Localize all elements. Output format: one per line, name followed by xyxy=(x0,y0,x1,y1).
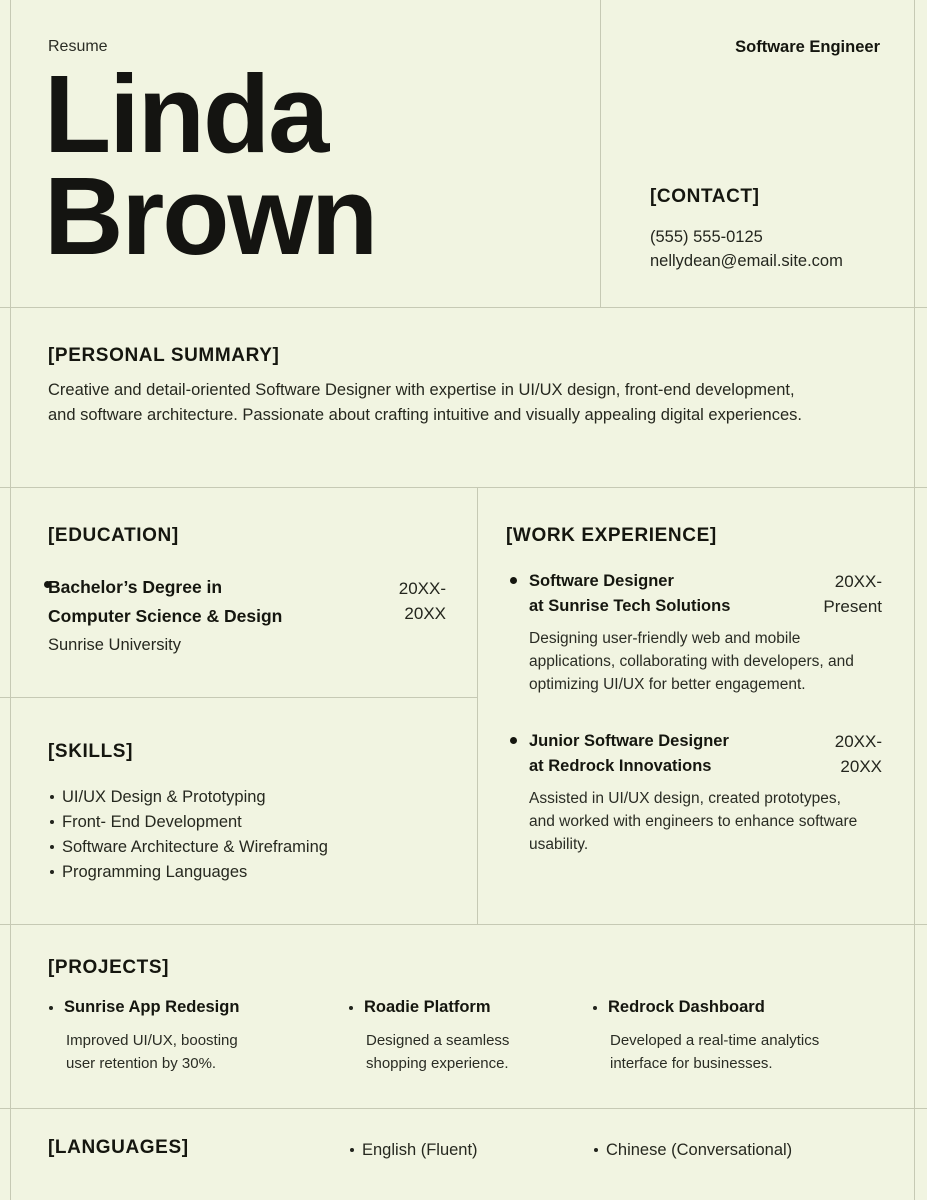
project-description: Improved UI/UX, boosting user retention by 30%. xyxy=(66,1032,238,1072)
job-dates xyxy=(835,729,882,779)
skills-list xyxy=(48,785,328,885)
education-dates-line1: 20XX- xyxy=(398,579,446,598)
project-entry xyxy=(592,997,868,1075)
job-entry xyxy=(506,569,882,696)
summary-text: Creative and detail-oriented Software Designer with expertise in UI/UX design, front-end development, and software architecture. Passionate about crafting intuitive and visually appealing digital experiences. xyxy=(48,381,802,424)
document-type-label: Resume xyxy=(48,38,108,55)
skills-heading: [SKILLS] xyxy=(48,741,134,762)
job-title-line2: at Sunrise Tech Solutions xyxy=(529,597,731,615)
job-entry xyxy=(506,729,882,856)
contact-email: nellydean@email.site.com xyxy=(650,252,843,270)
project-description: Designed a seamless shopping experience. xyxy=(366,1032,510,1072)
projects-bottom-divider xyxy=(0,1108,927,1109)
project-title-row xyxy=(592,997,868,1018)
skill-label: UI/UX Design & Prototyping xyxy=(62,788,266,806)
experience-bottom-divider xyxy=(0,924,927,925)
education-entry xyxy=(48,573,446,631)
bullet-icon xyxy=(510,737,517,744)
project-title-row xyxy=(48,997,268,1018)
degree-title-line1: Bachelor’s Degree in xyxy=(48,577,223,597)
job-description: Assisted in UI/UX design, created prototypes, and worked with engineers to enhance software usability. xyxy=(529,790,858,853)
languages-heading: [LANGUAGES] xyxy=(48,1137,189,1158)
bullet-icon xyxy=(50,795,54,799)
projects-heading: [PROJECTS] xyxy=(48,957,170,978)
summary-bottom-divider xyxy=(0,487,927,488)
project-description: Developed a real-time analytics interface for businesses. xyxy=(610,1032,820,1072)
education-dates-line2: 20XX xyxy=(404,604,446,623)
job-dates-line2: 20XX xyxy=(840,757,882,776)
job-dates-line1: 20XX- xyxy=(834,572,882,591)
project-entry xyxy=(48,997,268,1075)
middle-column-divider xyxy=(477,487,478,925)
list-item xyxy=(348,1138,478,1162)
bullet-icon xyxy=(50,845,54,849)
job-dates-line2: Present xyxy=(823,597,882,616)
job-title-line1: Software Designer xyxy=(529,572,674,590)
list-item xyxy=(48,810,328,835)
person-name-line1: Linda xyxy=(44,53,328,176)
project-title: Redrock Dashboard xyxy=(608,998,765,1016)
bullet-icon xyxy=(50,820,54,824)
degree-title-line2: Computer Science & Design xyxy=(48,606,283,626)
skill-label: Front- End Development xyxy=(62,813,242,831)
bullet-icon xyxy=(349,1006,353,1010)
language-label: English (Fluent) xyxy=(362,1141,478,1159)
list-item xyxy=(592,1138,792,1162)
job-title xyxy=(529,569,730,619)
summary-heading: [PERSONAL SUMMARY] xyxy=(48,345,280,366)
job-role-title: Software Engineer xyxy=(735,38,880,56)
work-experience-section xyxy=(506,525,882,856)
bullet-icon xyxy=(593,1006,597,1010)
degree-title xyxy=(48,573,282,631)
job-dates-line1: 20XX- xyxy=(834,732,882,751)
header-bottom-divider xyxy=(0,307,927,308)
job-description: Designing user-friendly web and mobile applications, collaborating with developers, and optimizing UI/UX for better engagement. xyxy=(529,630,854,693)
list-item xyxy=(48,785,328,810)
left-border-line xyxy=(10,0,11,1200)
contact-section xyxy=(650,186,882,273)
header-vertical-divider xyxy=(600,0,601,307)
bullet-icon xyxy=(49,1006,53,1010)
project-entry xyxy=(348,997,552,1075)
contact-heading: [CONTACT] xyxy=(650,186,760,207)
person-name xyxy=(44,53,377,279)
job-dates xyxy=(823,569,882,619)
education-bottom-divider xyxy=(0,697,478,698)
project-title: Sunrise App Redesign xyxy=(64,998,240,1016)
job-title-line2: at Redrock Innovations xyxy=(529,757,712,775)
skill-label: Software Architecture & Wireframing xyxy=(62,838,328,856)
project-title: Roadie Platform xyxy=(364,998,491,1016)
list-item xyxy=(48,835,328,860)
contact-phone: (555) 555-0125 xyxy=(650,228,763,246)
bullet-icon xyxy=(50,870,54,874)
job-title-line1: Junior Software Designer xyxy=(529,732,729,750)
bullet-icon xyxy=(510,577,517,584)
experience-heading: [WORK EXPERIENCE] xyxy=(506,525,717,546)
job-header xyxy=(506,729,882,779)
person-name-line2: Brown xyxy=(44,155,377,279)
job-title xyxy=(529,729,729,779)
project-title-row xyxy=(348,997,552,1018)
bullet-icon xyxy=(594,1148,598,1152)
job-header xyxy=(506,569,882,619)
education-heading: [EDUCATION] xyxy=(48,525,179,546)
skill-label: Programming Languages xyxy=(62,863,248,881)
right-border-line xyxy=(914,0,915,1200)
bullet-icon xyxy=(350,1148,354,1152)
school-name: Sunrise University xyxy=(48,636,181,654)
language-label: Chinese (Conversational) xyxy=(606,1141,793,1159)
education-dates xyxy=(399,573,446,631)
list-item xyxy=(48,860,328,885)
